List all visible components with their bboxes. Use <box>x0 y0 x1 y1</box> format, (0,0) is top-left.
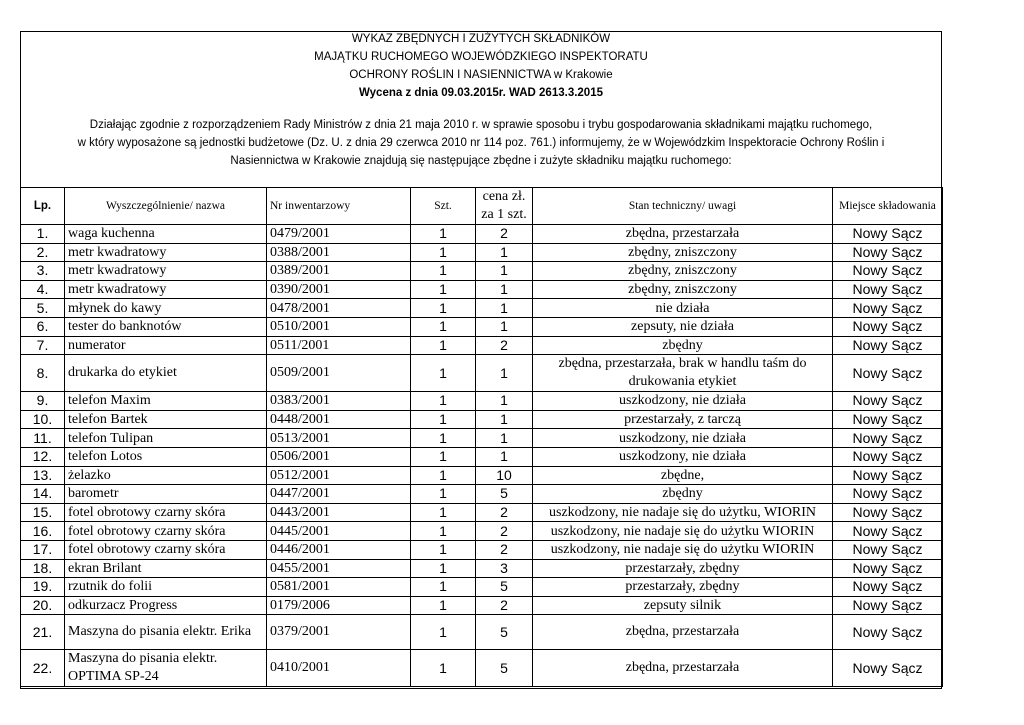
cell-name: tester do banknotów <box>65 317 267 336</box>
table-row <box>21 503 943 522</box>
cell-price: 1 <box>476 280 533 299</box>
table-row <box>21 225 943 244</box>
table-body <box>21 225 943 687</box>
cell-name: odkurzacz Progress <box>65 596 267 615</box>
cell-name: metr kwadratowy <box>65 262 267 281</box>
cell-lp: 10. <box>21 410 65 429</box>
cell-name: Maszyna do pisania elektr. OPTIMA SP-24 <box>65 650 267 687</box>
cell-state: uszkodzony, nie działa <box>533 392 833 411</box>
cell-state: zbędne, <box>533 466 833 485</box>
cell-price: 1 <box>476 355 533 392</box>
cell-name: telefon Lotos <box>65 447 267 466</box>
cell-name: waga kuchenna <box>65 225 267 244</box>
cell-name: barometr <box>65 485 267 504</box>
cell-price: 1 <box>476 410 533 429</box>
cell-quantity: 1 <box>411 522 476 541</box>
table-row <box>21 540 943 559</box>
cell-location: Nowy Sącz <box>833 262 943 281</box>
cell-price: 5 <box>476 485 533 504</box>
cell-lp: 16. <box>21 522 65 541</box>
cell-location: Nowy Sącz <box>833 559 943 578</box>
table-row <box>21 243 943 262</box>
cell-name: fotel obrotowy czarny skóra <box>65 540 267 559</box>
table-header-row <box>21 188 943 225</box>
cell-price: 3 <box>476 559 533 578</box>
cell-quantity: 1 <box>411 299 476 318</box>
cell-quantity: 1 <box>411 485 476 504</box>
cell-lp: 12. <box>21 447 65 466</box>
cell-name: fotel obrotowy czarny skóra <box>65 503 267 522</box>
cell-inventory-number: 0443/2001 <box>267 503 411 522</box>
table-row <box>21 466 943 485</box>
cell-lp: 7. <box>21 336 65 355</box>
cell-name: fotel obrotowy czarny skóra <box>65 522 267 541</box>
cell-inventory-number: 0379/2001 <box>267 615 411 650</box>
cell-lp: 5. <box>21 299 65 318</box>
table-row <box>21 578 943 597</box>
cell-state: uszkodzony, nie działa <box>533 447 833 466</box>
cell-quantity: 1 <box>411 503 476 522</box>
cell-inventory-number: 0509/2001 <box>267 355 411 392</box>
cell-lp: 11. <box>21 429 65 448</box>
cell-price: 1 <box>476 447 533 466</box>
cell-name: metr kwadratowy <box>65 280 267 299</box>
cell-location: Nowy Sącz <box>833 410 943 429</box>
col-header-price-line-1: cena zł. <box>482 189 526 204</box>
table-row <box>21 615 943 650</box>
cell-price: 10 <box>476 466 533 485</box>
cell-lp: 14. <box>21 485 65 504</box>
cell-name: młynek do kawy <box>65 299 267 318</box>
cell-name: telefon Tulipan <box>65 429 267 448</box>
cell-price: 2 <box>476 336 533 355</box>
intro-line-3: Nasiennictwa w Krakowie znajdują się następujące zbędne i zużyte składniku majątku ruchomego: <box>230 155 732 167</box>
cell-inventory-number: 0389/2001 <box>267 262 411 281</box>
cell-quantity: 1 <box>411 615 476 650</box>
cell-inventory-number: 0455/2001 <box>267 559 411 578</box>
table-row <box>21 336 943 355</box>
cell-lp: 1. <box>21 225 65 244</box>
cell-quantity: 1 <box>411 243 476 262</box>
cell-state: przestarzały, zbędny <box>533 578 833 597</box>
cell-name: telefon Bartek <box>65 410 267 429</box>
cell-price: 5 <box>476 615 533 650</box>
cell-name: rzutnik do folii <box>65 578 267 597</box>
cell-lp: 13. <box>21 466 65 485</box>
cell-location: Nowy Sącz <box>833 650 943 687</box>
col-header-location: Miejsce składowania <box>833 188 943 225</box>
cell-lp: 18. <box>21 559 65 578</box>
valuation-line: Wycena z dnia 09.03.2015r. WAD 2613.3.2015 <box>359 87 603 99</box>
cell-location: Nowy Sącz <box>833 429 943 448</box>
cell-lp: 17. <box>21 540 65 559</box>
col-header-inv: Nr inwentarzowy <box>267 188 411 225</box>
cell-location: Nowy Sącz <box>833 243 943 262</box>
table-row <box>21 596 943 615</box>
table-row <box>21 299 943 318</box>
cell-lp: 4. <box>21 280 65 299</box>
cell-quantity: 1 <box>411 596 476 615</box>
cell-quantity: 1 <box>411 447 476 466</box>
cell-lp: 2. <box>21 243 65 262</box>
cell-quantity: 1 <box>411 225 476 244</box>
cell-location: Nowy Sącz <box>833 299 943 318</box>
cell-name: Maszyna do pisania elektr. Erika <box>65 615 267 650</box>
cell-state: zbędna, przestarzała <box>533 615 833 650</box>
document-header <box>21 32 941 187</box>
cell-inventory-number: 0388/2001 <box>267 243 411 262</box>
cell-lp: 15. <box>21 503 65 522</box>
cell-inventory-number: 0512/2001 <box>267 466 411 485</box>
cell-price: 2 <box>476 503 533 522</box>
cell-price: 2 <box>476 225 533 244</box>
cell-price: 1 <box>476 317 533 336</box>
cell-inventory-number: 0448/2001 <box>267 410 411 429</box>
cell-price: 2 <box>476 596 533 615</box>
intro-line-2: w który wyposażone są jednostki budżetowe (Dz. U. z dnia 29 czerwca 2010 nr 114 poz. 761.) informujemy, że w Wojewódzkim Inspektoracie Ochrony Roślin i <box>77 137 885 149</box>
cell-quantity: 1 <box>411 466 476 485</box>
cell-lp: 19. <box>21 578 65 597</box>
cell-inventory-number: 0179/2006 <box>267 596 411 615</box>
title-line-1: WYKAZ ZBĘDNYCH I ZUŻYTYCH SKŁADNIKÓW <box>351 33 611 45</box>
table-row <box>21 262 943 281</box>
intro-line-1: Działając zgodnie z rozporządzeniem Rady Ministrów z dnia 21 maja 2010 r. w sprawie sposobu i trybu gospodarowania składnikami majątku ruchomego, <box>89 119 873 131</box>
cell-state: zepsuty, nie działa <box>533 317 833 336</box>
cell-state: przestarzały, z tarczą <box>533 410 833 429</box>
cell-location: Nowy Sącz <box>833 596 943 615</box>
cell-location: Nowy Sącz <box>833 578 943 597</box>
cell-state: zbędna, przestarzała <box>533 650 833 687</box>
cell-quantity: 1 <box>411 317 476 336</box>
cell-lp: 3. <box>21 262 65 281</box>
cell-quantity: 1 <box>411 559 476 578</box>
cell-quantity: 1 <box>411 392 476 411</box>
cell-location: Nowy Sącz <box>833 336 943 355</box>
table-row <box>21 522 943 541</box>
col-header-name: Wyszczególnienie/ nazwa <box>65 188 267 225</box>
table-row <box>21 317 943 336</box>
intro-paragraph <box>21 116 941 170</box>
cell-name: żelazko <box>65 466 267 485</box>
cell-inventory-number: 0445/2001 <box>267 522 411 541</box>
table-row <box>21 485 943 504</box>
cell-quantity: 1 <box>411 262 476 281</box>
title-line-2: MAJĄTKU RUCHOMEGO WOJEWÓDZKIEGO INSPEKTORATU <box>314 51 648 63</box>
table-row <box>21 410 943 429</box>
cell-inventory-number: 0447/2001 <box>267 485 411 504</box>
cell-price: 1 <box>476 392 533 411</box>
cell-location: Nowy Sącz <box>833 392 943 411</box>
cell-state: zbędny <box>533 336 833 355</box>
cell-location: Nowy Sącz <box>833 615 943 650</box>
cell-inventory-number: 0479/2001 <box>267 225 411 244</box>
cell-location: Nowy Sącz <box>833 503 943 522</box>
cell-price: 2 <box>476 522 533 541</box>
cell-quantity: 1 <box>411 578 476 597</box>
cell-quantity: 1 <box>411 410 476 429</box>
cell-inventory-number: 0383/2001 <box>267 392 411 411</box>
cell-state: uszkodzony, nie działa <box>533 429 833 448</box>
cell-lp: 6. <box>21 317 65 336</box>
cell-quantity: 1 <box>411 336 476 355</box>
col-header-price-line-2: za 1 szt. <box>481 207 527 222</box>
col-header-lp: Lp. <box>21 188 65 225</box>
cell-location: Nowy Sącz <box>833 280 943 299</box>
cell-state: uszkodzony, nie nadaje się do użytku, WIORIN <box>533 503 833 522</box>
cell-location: Nowy Sącz <box>833 522 943 541</box>
cell-state: przestarzały, zbędny <box>533 559 833 578</box>
cell-inventory-number: 0511/2001 <box>267 336 411 355</box>
cell-state: uszkodzony, nie nadaje się do użytku WIORIN <box>533 540 833 559</box>
table-row <box>21 392 943 411</box>
cell-state: nie działa <box>533 299 833 318</box>
cell-quantity: 1 <box>411 650 476 687</box>
cell-price: 1 <box>476 262 533 281</box>
cell-name: metr kwadratowy <box>65 243 267 262</box>
cell-inventory-number: 0581/2001 <box>267 578 411 597</box>
table-row <box>21 280 943 299</box>
cell-name: telefon Maxim <box>65 392 267 411</box>
cell-location: Nowy Sącz <box>833 225 943 244</box>
table-row <box>21 559 943 578</box>
cell-state: zbędny, zniszczony <box>533 243 833 262</box>
cell-lp: 22. <box>21 650 65 687</box>
cell-name: numerator <box>65 336 267 355</box>
table-row <box>21 650 943 687</box>
cell-location: Nowy Sącz <box>833 447 943 466</box>
cell-state: uszkodzony, nie nadaje się do użytku WIORIN <box>533 522 833 541</box>
cell-price: 1 <box>476 429 533 448</box>
cell-inventory-number: 0513/2001 <box>267 429 411 448</box>
cell-state: zbędna, przestarzała, brak w handlu taśm do drukowania etykiet <box>533 355 833 392</box>
cell-location: Nowy Sącz <box>833 466 943 485</box>
cell-quantity: 1 <box>411 355 476 392</box>
cell-price: 1 <box>476 299 533 318</box>
cell-inventory-number: 0510/2001 <box>267 317 411 336</box>
cell-price: 1 <box>476 243 533 262</box>
cell-quantity: 1 <box>411 429 476 448</box>
table-row <box>21 447 943 466</box>
cell-inventory-number: 0390/2001 <box>267 280 411 299</box>
cell-lp: 8. <box>21 355 65 392</box>
cell-location: Nowy Sącz <box>833 485 943 504</box>
cell-lp: 9. <box>21 392 65 411</box>
cell-state: zbędny, zniszczony <box>533 280 833 299</box>
col-header-state: Stan techniczny/ uwagi <box>533 188 833 225</box>
document-frame <box>20 31 942 689</box>
table-row <box>21 355 943 392</box>
cell-location: Nowy Sącz <box>833 540 943 559</box>
cell-state: zepsuty silnik <box>533 596 833 615</box>
cell-price: 5 <box>476 650 533 687</box>
cell-lp: 20. <box>21 596 65 615</box>
cell-lp: 21. <box>21 615 65 650</box>
inventory-table <box>20 187 943 687</box>
cell-inventory-number: 0410/2001 <box>267 650 411 687</box>
cell-inventory-number: 0446/2001 <box>267 540 411 559</box>
table-row <box>21 429 943 448</box>
cell-quantity: 1 <box>411 280 476 299</box>
col-header-qty: Szt. <box>411 188 476 225</box>
cell-state: zbędny, zniszczony <box>533 262 833 281</box>
col-header-price <box>476 188 533 225</box>
cell-state: zbędna, przestarzała <box>533 225 833 244</box>
cell-inventory-number: 0478/2001 <box>267 299 411 318</box>
cell-price: 5 <box>476 578 533 597</box>
cell-inventory-number: 0506/2001 <box>267 447 411 466</box>
cell-price: 2 <box>476 540 533 559</box>
title-line-3: OCHRONY ROŚLIN I NASIENNICTWA w Krakowie <box>349 69 613 81</box>
cell-quantity: 1 <box>411 540 476 559</box>
cell-name: ekran Brilant <box>65 559 267 578</box>
cell-state: zbędny <box>533 485 833 504</box>
cell-location: Nowy Sącz <box>833 355 943 392</box>
cell-name: drukarka do etykiet <box>65 355 267 392</box>
cell-location: Nowy Sącz <box>833 317 943 336</box>
